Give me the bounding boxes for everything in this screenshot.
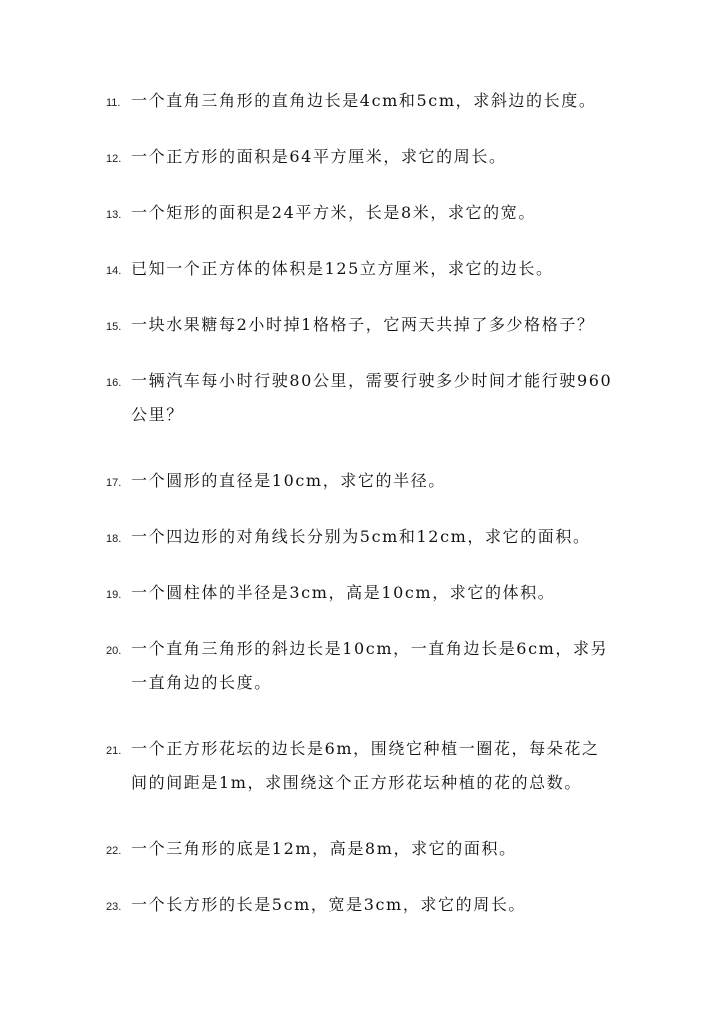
question-text: 一个正方形花坛的边长是6m，围绕它种植一圈花，每朵花之 — [131, 739, 600, 758]
question-text: 已知一个正方体的体积是125立方厘米，求它的边长。 — [131, 259, 554, 278]
question-22 — [106, 836, 666, 856]
question-21 — [106, 736, 666, 790]
question-number: 21. — [106, 745, 122, 757]
question-14 — [106, 256, 666, 276]
question-text: 一块水果糖每2小时掉1格格子，它两天共掉了多少格格子？ — [131, 315, 595, 334]
question-text: 一个长方形的长是5cm，宽是3cm，求它的周长。 — [131, 895, 527, 914]
question-number: 22. — [106, 845, 122, 857]
question-text-continued: 一直角边的长度。 — [131, 673, 272, 692]
question-number: 20. — [106, 645, 122, 657]
question-number: 15. — [106, 321, 122, 333]
question-12 — [106, 144, 666, 164]
question-text: 一个直角三角形的斜边长是10cm，一直角边长是6cm，求另 — [131, 639, 609, 658]
question-number: 19. — [106, 589, 122, 601]
question-text: 一个圆形的直径是10cm，求它的半径。 — [131, 471, 446, 490]
question-number: 11. — [106, 97, 121, 109]
question-text-continued: 公里？ — [131, 405, 184, 424]
question-text: 一个正方形的面积是64平方厘米，求它的周长。 — [131, 147, 507, 166]
question-number: 17. — [106, 477, 122, 489]
question-number: 12. — [106, 153, 122, 165]
question-16 — [106, 368, 666, 422]
question-number: 13. — [106, 209, 122, 221]
question-13 — [106, 200, 666, 220]
question-text: 一个四边形的对角线长分别为5cm和12cm，求它的面积。 — [131, 527, 591, 546]
question-number: 18. — [106, 533, 122, 545]
question-text: 一个矩形的面积是24平方米，长是8米，求它的宽。 — [131, 203, 536, 222]
question-text: 一辆汽车每小时行驶80公里，需要行驶多少时间才能行驶960 — [131, 371, 613, 390]
question-20 — [106, 636, 666, 690]
question-number: 14. — [106, 265, 122, 277]
question-text: 一个三角形的底是12m，高是8m，求它的面积。 — [131, 839, 517, 858]
question-text: 一个圆柱体的半径是3cm，高是10cm，求它的体积。 — [131, 583, 556, 602]
question-19 — [106, 580, 666, 600]
question-23 — [106, 892, 666, 912]
question-text-continued: 间的间距是1m，求围绕这个正方形花坛种植的花的总数。 — [131, 773, 582, 792]
question-number: 16. — [106, 377, 122, 389]
question-11 — [106, 88, 666, 108]
question-17 — [106, 468, 666, 488]
question-18 — [106, 524, 666, 544]
question-15 — [106, 312, 666, 332]
question-text: 一个直角三角形的直角边长是4cm和5cm，求斜边的长度。 — [131, 91, 597, 110]
question-number: 23. — [106, 901, 122, 913]
